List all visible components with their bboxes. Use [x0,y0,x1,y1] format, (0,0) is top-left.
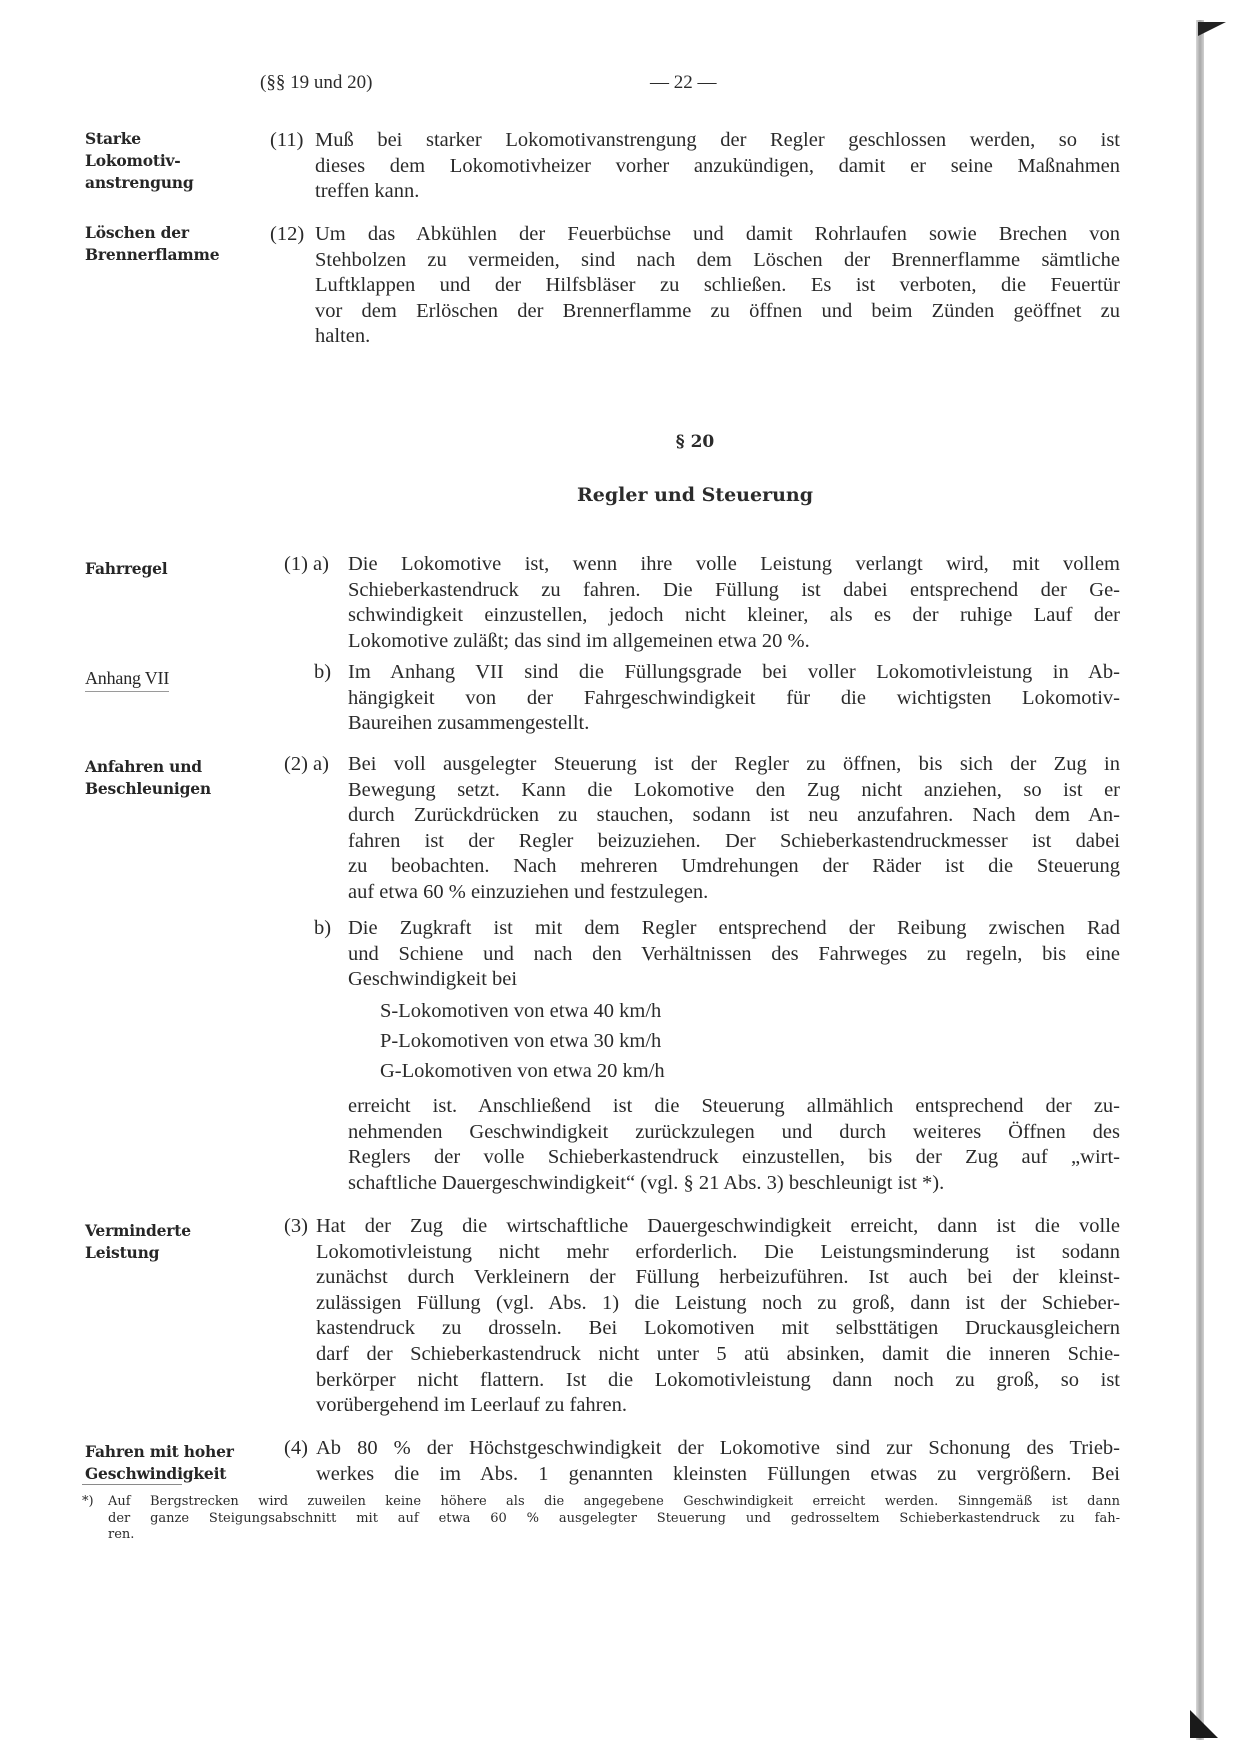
margin-note-verminderte-leistung [85,1220,265,1264]
text-line: Reglers der volle Schieberkastendruck einzustellen, bis der Zug auf „wirt- [348,1146,1120,1169]
text-line: zunächst durch Verkleinern der Füllung herbeizuführen. Ist auch bei der kleinst- [316,1266,1120,1289]
text-line: darf der Schieberkastendruck nicht unter 5 atü absinken, damit die inneren Schie- [316,1342,1120,1365]
text-line: Hat der Zug die wirtschaftliche Dauergeschwindigkeit erreicht, dann ist die volle [316,1215,1120,1237]
scan-corner-bottom [1190,1710,1218,1738]
text-line: zulässigen Füllung (vgl. Abs. 1) die Leistung noch zu groß, dann ist der Schieber- [316,1291,1120,1314]
margin-note-loeschen-brennerflamme [85,222,265,266]
paragraph-1a [284,552,1120,654]
text-line: und Schiene und nach den Verhältnissen des Fahrweges zu regeln, bis eine [348,942,1120,965]
margin-note-starke-lokomotivanstrengung [85,128,265,194]
text-line: Um das Abkühlen der Feuerbüchse und damit Rohrlaufen sowie Brechen von [315,223,1120,245]
margin-note-fahren-hohe-geschwindigkeit [85,1441,265,1485]
text-line: vor dem Erlöschen der Brennerflamme zu öffnen und beim Zünden geöffnet zu [315,299,1120,322]
text-line: werkes die im Abs. 1 genannten kleinsten Füllungen etwas zu vergrößern. Bei [316,1462,1120,1485]
margin-note-line: Beschleunigen [85,779,211,798]
footnote [82,1494,1120,1544]
paragraph-2b-continued [348,1094,1120,1196]
text-line: Bei voll ausgelegter Steuerung ist der Regler zu öffnen, bis sich der Zug in [348,753,1120,775]
margin-note-anhang-vii [85,667,265,692]
text-line: treffen kann. [315,180,420,203]
margin-note-line: anstrengung [85,173,194,192]
margin-note-line: Anfahren und [85,757,202,776]
text-line: Die Zugkraft ist mit dem Regler entsprechend der Reibung zwischen Rad [348,917,1120,939]
paragraph-number: (12) [270,223,305,245]
text-line: fahren ist der Regler beizuziehen. Der Schieberkastendruckmesser ist dabei [348,829,1120,852]
text-line: Lokomotive zuläßt; das sind im allgemeinen etwa 20 %. [348,629,810,652]
text-line: Stehbolzen zu vermeiden, sind nach dem Löschen der Brennerflamme sämtliche [315,248,1120,271]
margin-note-line: Brennerflamme [85,245,220,264]
text-line: durch Zurückdrücken zu stauchen, sodann ist neu anzufahren. Nach dem An- [348,804,1120,827]
text-line: hängigkeit von der Fahrgeschwindigkeit für die wichtigsten Lokomotiv- [348,686,1120,709]
speed-item-g-lokomotiven: G-Lokomotiven von etwa 20 km/h [380,1060,665,1082]
text-line: halten. [315,325,371,348]
speed-item-p-lokomotiven: P-Lokomotiven von etwa 30 km/h [380,1030,662,1052]
text-line: Baureihen zusammengestellt. [348,712,590,735]
paragraph-1b [314,660,1120,737]
margin-note-line: Löschen der [85,223,189,242]
margin-note-line: Fahren mit hoher [85,1442,234,1461]
text-line: Schieberkastendruck zu fahren. Die Füllung ist dabei entsprechend der Ge- [348,578,1120,601]
margin-note-anfahren-beschleunigen [85,756,265,800]
text-line: Ab 80 % der Höchstgeschwindigkeit der Lokomotive sind zur Schonung des Trieb- [316,1437,1120,1459]
footnote-line: der ganze Steigungsabschnitt mit auf etwa 60 % ausgelegter Steuerung und gedrosseltem Schieberkastendruck zu fah- [108,1510,1120,1526]
text-line: Luftklappen und der Hilfsbläser zu schließen. Es ist verboten, die Feuertür [315,274,1120,297]
text-line: berkörper nicht flattern. Ist die Lokomotivleistung dann noch zu groß, so ist [316,1368,1120,1391]
paragraph-2a [284,752,1120,906]
paragraph-3 [284,1214,1120,1419]
text-line: Bewegung setzt. Kann die Lokomotive den Zug nicht anziehen, so ist er [348,778,1120,801]
text-line: zu beobachten. Nach mehreren Umdrehungen der Räder ist die Steuerung [348,855,1120,878]
margin-note-fahrregel: Fahrregel [85,559,168,578]
text-line: erreicht ist. Anschließend ist die Steuerung allmählich entsprechend der zu- [348,1095,1120,1117]
text-line: dieses dem Lokomotivheizer vorher anzukündigen, damit er seine Maßnahmen [315,154,1120,177]
text-line: kastendruck zu drosseln. Bei Lokomotiven mit selbsttätigen Druckausgleichern [316,1317,1120,1340]
scan-binding-edge [1196,20,1204,1740]
margin-note-line: Lokomotiv- [85,151,181,170]
footnote-line: ren. [108,1527,135,1542]
margin-note-line: Geschwindigkeit [85,1464,227,1483]
text-line: vorübergehend im Leerlauf zu fahren. [316,1394,627,1417]
paragraph-letter: b) [314,917,332,939]
speed-list [380,996,665,1086]
footnote-divider [82,1484,182,1485]
text-line: Lokomotivleistung nicht mehr erforderlich. Die Leistungsminderung ist sodann [316,1240,1120,1263]
paragraph-number: (2) a) [284,753,329,775]
running-header-sections: (§§ 19 und 20) [260,72,373,93]
margin-note-line: Leistung [85,1243,160,1262]
paragraph-number: (3) [284,1215,308,1237]
text-line: nehmenden Geschwindigkeit zurückzulegen und durch weiteres Öffnen des [348,1120,1120,1143]
footnote-mark: *) [82,1494,94,1509]
paragraph-number: (1) a) [284,553,329,575]
text-line: schwindigkeit einzustellen, jedoch nicht kleiner, als es der ruhige Lauf der [348,604,1120,627]
text-line: Im Anhang VII sind die Füllungsgrade bei voller Lokomotivleistung in Ab- [348,661,1120,683]
scan-corner-top [1198,22,1226,36]
paragraph-number: (11) [270,129,304,151]
anhang-vii-reference: Anhang VII [85,667,169,692]
text-line: schaftliche Dauergeschwindigkeit“ (vgl. § 21 Abs. 3) beschleunigt ist *). [348,1171,945,1194]
paragraph-12 [270,222,1120,350]
page-number: — 22 — [650,72,717,93]
margin-note-line: Verminderte [85,1221,191,1240]
margin-note-line: Starke [85,129,141,148]
text-line: Muß bei starker Lokomotivanstrengung der Regler geschlossen werden, so ist [315,129,1120,151]
text-line: auf etwa 60 % einzuziehen und festzulegen. [348,880,709,903]
text-line: Geschwindigkeit bei [348,968,518,991]
section-title: Regler und Steuerung [576,484,814,506]
text-line: Die Lokomotive ist, wenn ihre volle Leistung verlangt wird, mit vollem [348,553,1120,575]
section-number: § 20 [675,432,715,452]
paragraph-4 [284,1436,1120,1487]
footnote-line: Auf Bergstrecken wird zuweilen keine höhere als die angegebene Geschwindigkeit erreicht werden. Sinngemäß ist dann [108,1494,1120,1509]
paragraph-letter: b) [314,661,332,683]
paragraph-number: (4) [284,1437,308,1459]
speed-item-s-lokomotiven: S-Lokomotiven von etwa 40 km/h [380,1000,662,1022]
paragraph-2b [314,916,1120,993]
paragraph-11 [270,128,1120,205]
